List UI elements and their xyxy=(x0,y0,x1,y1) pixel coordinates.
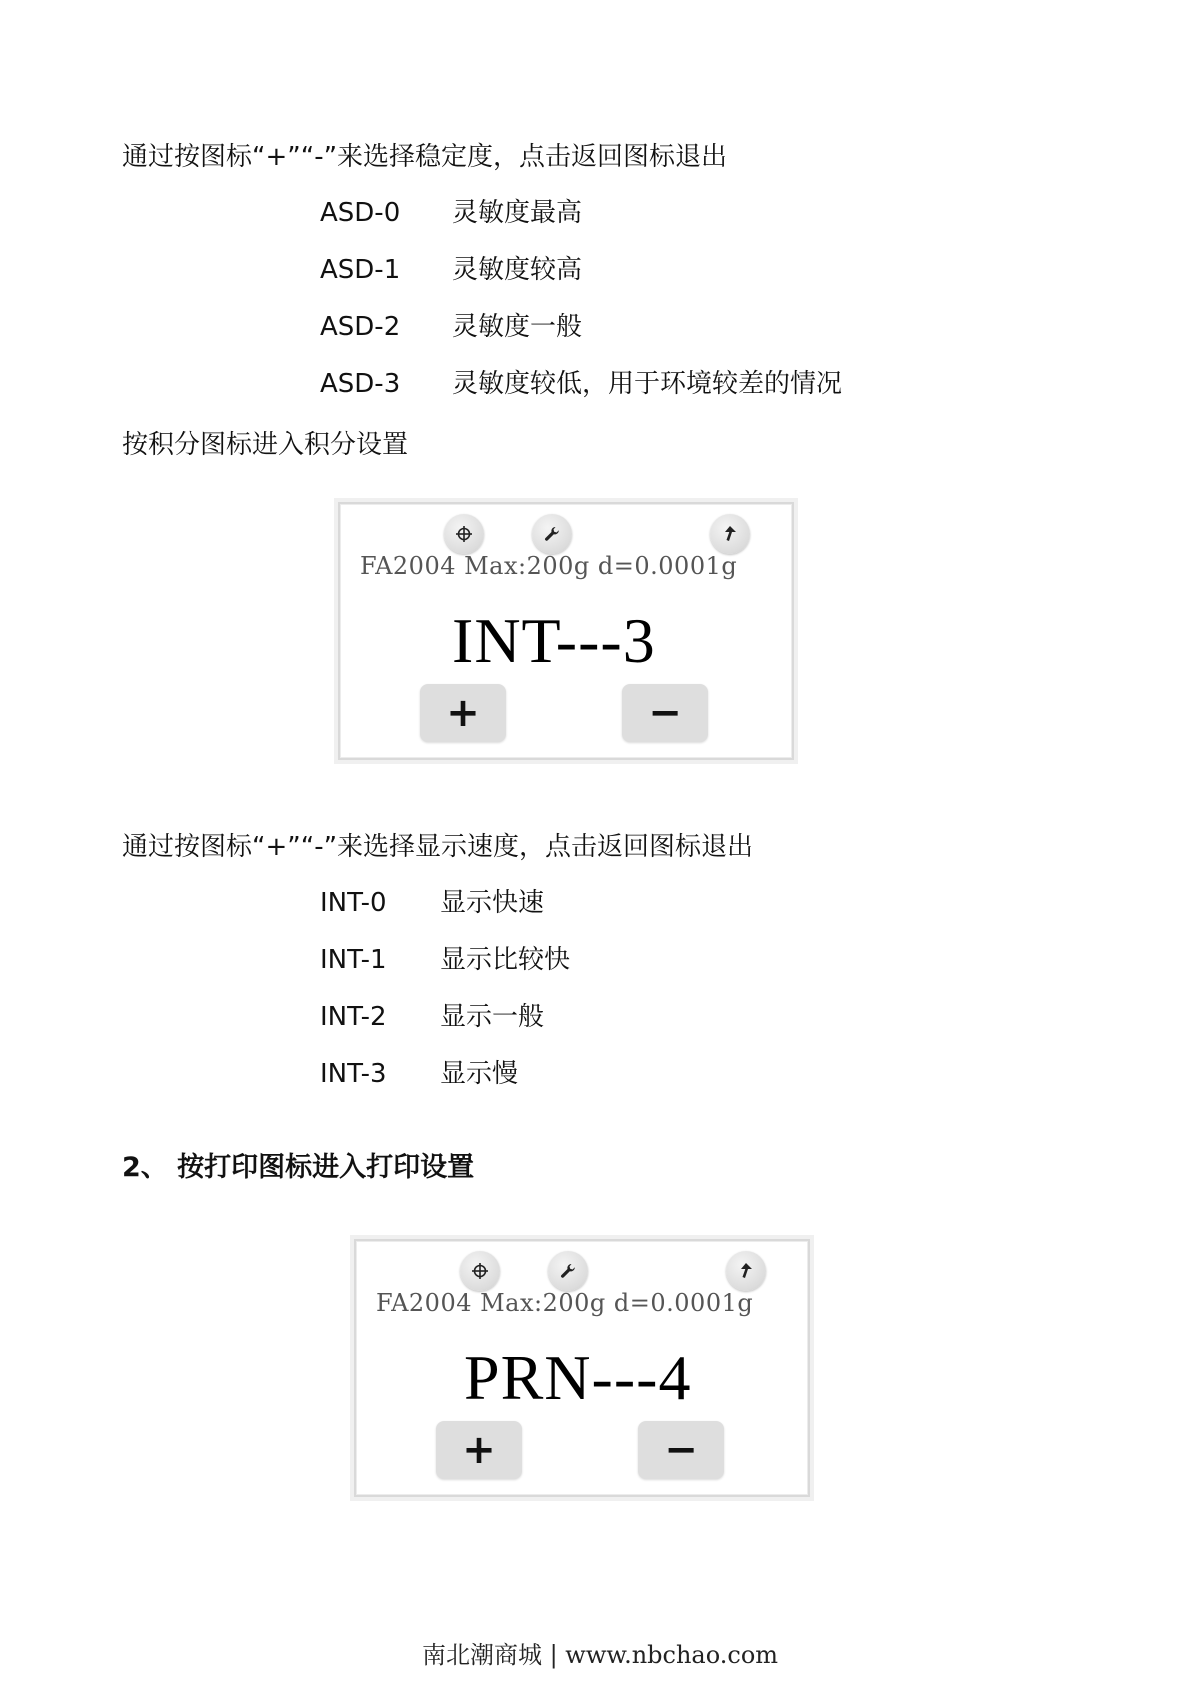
calibrate-button[interactable] xyxy=(460,1251,500,1291)
integral-intro: 按积分图标进入积分设置 xyxy=(122,430,409,460)
minus-button[interactable]: − xyxy=(622,684,708,742)
calibrate-button[interactable] xyxy=(444,514,484,554)
section-heading: 2、 按打印图标进入打印设置 xyxy=(122,1152,475,1183)
option-code: INT-2 xyxy=(320,1002,387,1032)
balance-screen-print xyxy=(354,1239,810,1497)
option-code: INT-0 xyxy=(320,888,387,918)
option-desc: 灵敏度最高 xyxy=(452,198,583,228)
wrench-icon xyxy=(542,524,562,544)
wrench-icon xyxy=(558,1261,578,1281)
option-code: INT-1 xyxy=(320,945,387,975)
page-footer: 南北潮商城 | www.nbchao.com xyxy=(421,1641,779,1669)
model-info: FA2004 Max:200g d=0.0001g xyxy=(376,1289,754,1317)
plus-button[interactable]: + xyxy=(420,684,506,742)
return-button[interactable] xyxy=(710,514,750,554)
option-code: INT-3 xyxy=(320,1059,387,1089)
option-code: ASD-3 xyxy=(320,369,401,399)
plus-button[interactable]: + xyxy=(436,1421,522,1479)
option-code: ASD-2 xyxy=(320,312,401,342)
target-icon xyxy=(454,524,474,544)
return-button[interactable] xyxy=(726,1251,766,1291)
parameter-display: PRN---4 xyxy=(464,1342,692,1413)
target-icon xyxy=(470,1261,490,1281)
balance-screen-integral xyxy=(338,502,794,760)
option-code: ASD-0 xyxy=(320,198,401,228)
minus-button[interactable]: − xyxy=(638,1421,724,1479)
option-desc: 灵敏度一般 xyxy=(452,312,583,342)
return-arrow-icon xyxy=(720,524,740,544)
settings-button[interactable] xyxy=(548,1251,588,1291)
option-code: ASD-1 xyxy=(320,255,401,285)
parameter-display: INT---3 xyxy=(452,605,656,676)
stability-instruction: 通过按图标“+”“-”来选择稳定度，点击返回图标退出 xyxy=(122,142,728,172)
option-desc: 灵敏度较高 xyxy=(452,255,583,285)
option-desc: 显示比较快 xyxy=(440,945,571,975)
return-arrow-icon xyxy=(736,1261,756,1281)
option-desc: 显示慢 xyxy=(440,1059,519,1089)
option-desc: 灵敏度较低，用于环境较差的情况 xyxy=(452,369,843,399)
model-info: FA2004 Max:200g d=0.0001g xyxy=(360,552,738,580)
option-desc: 显示一般 xyxy=(440,1002,545,1032)
speed-instruction: 通过按图标“+”“-”来选择显示速度，点击返回图标退出 xyxy=(122,832,754,862)
option-desc: 显示快速 xyxy=(440,888,545,918)
settings-button[interactable] xyxy=(532,514,572,554)
